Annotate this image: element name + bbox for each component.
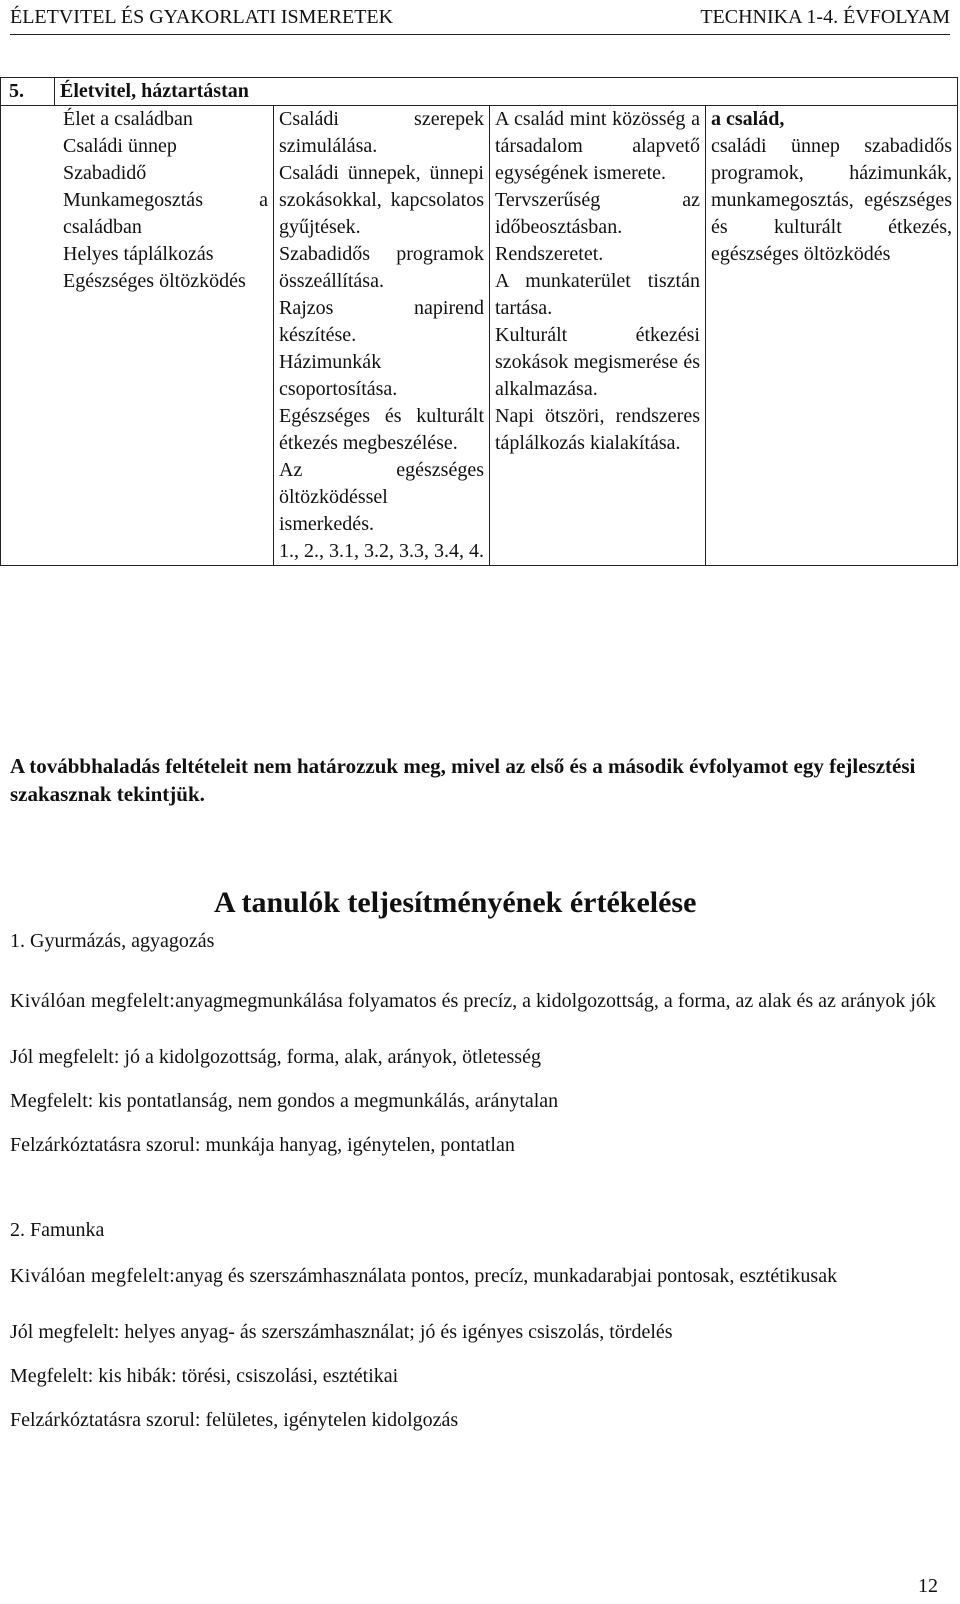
- activity-item: Családi ünnepek, ünnepi szokásokkal, kapcsolatos gyűjtések.: [279, 162, 484, 238]
- goals-cell: [490, 106, 706, 566]
- activity-item: Egészséges és kulturált étkezés megbeszélése.: [279, 405, 484, 454]
- criterion-excellent: [10, 1262, 942, 1290]
- curriculum-table: [0, 77, 958, 566]
- topics-cell: [1, 106, 274, 566]
- topic-item: Helyes táplálkozás: [63, 243, 214, 265]
- criterion-excellent: [10, 987, 942, 1015]
- activity-item: Szabadidős programok összeállítása.: [279, 243, 484, 292]
- topic-item: Szabadidő: [63, 162, 147, 184]
- activity-item: Rajzos napirend készítése.: [279, 297, 484, 346]
- section-title: Életvitel, háztartástan: [55, 78, 958, 106]
- topic-item: Élet a családban: [63, 108, 193, 130]
- goal-item: Tervszerűség az időbeosztásban.: [495, 189, 700, 238]
- assessment-topic: 1. Gyurmázás, agyagozás: [10, 930, 215, 952]
- goal-item: Napi ötszöri, rendszeres táplálkozás kialakítása.: [495, 405, 700, 454]
- concepts-cell: [706, 106, 958, 566]
- topic-item: Családi ünnep: [63, 135, 177, 157]
- criterion-text: anyagmegmunkálása folyamatos és precíz, a kidolgozottság, a forma, az alak és az arányok jók: [175, 990, 936, 1012]
- header-grade: TECHNIKA 1-4. ÉVFOLYAM: [700, 6, 950, 28]
- table-content-row: [1, 106, 958, 566]
- criterion-needs: Felzárkóztatásra szorul: munkája hanyag, igénytelen, pontatlan: [10, 1134, 515, 1156]
- goal-item: A család mint közösség a társadalom alapvető egységének ismerete.: [495, 108, 700, 184]
- activity-item: Családi szerepek szimulálása.: [279, 108, 484, 157]
- goal-item: Rendszeretet.: [495, 243, 604, 265]
- page-number: 12: [918, 1575, 938, 1597]
- table-title-row: [1, 78, 958, 106]
- activities-cell: [274, 106, 490, 566]
- criterion-ok: Megfelelt: kis pontatlanság, nem gondos a megmunkálás, aránytalan: [10, 1090, 559, 1112]
- criterion-needs: Felzárkóztatásra szorul: felületes, igénytelen kidolgozás: [10, 1409, 459, 1431]
- assessment-title: A tanulók teljesítményének értékelése: [214, 886, 697, 919]
- concept-list: családi ünnep szabadidős programok, házimunkák, munkamegosztás, egészséges és kulturált étkezés, egészséges öltözködés: [711, 135, 952, 265]
- section-number: 5.: [1, 78, 55, 106]
- activity-item: 1., 2., 3.1, 3.2, 3.3, 3.4, 4.: [279, 540, 484, 562]
- criterion-good: Jól megfelelt: jó a kidolgozottság, forma, alak, arányok, ötletesség: [10, 1046, 541, 1068]
- assessment-topic: 2. Famunka: [10, 1219, 105, 1241]
- criterion-label: Kiválóan megfelelt:: [10, 1265, 176, 1287]
- goal-item: A munkaterület tisztán tartása.: [495, 270, 700, 319]
- criterion-text: anyag és szerszámhasználata pontos, precíz, munkadarabjai pontosak, esztétikusak: [175, 1265, 838, 1287]
- running-header: [10, 4, 950, 35]
- criterion-label: Kiválóan megfelelt:: [10, 990, 176, 1012]
- activity-item: Az egészséges öltözködéssel ismerkedés.: [279, 459, 484, 535]
- activity-item: Házimunkák csoportosítása.: [279, 351, 398, 400]
- header-subject: ÉLETVITEL ÉS GYAKORLATI ISMERETEK: [10, 6, 394, 28]
- progression-note: A továbbhaladás feltételeit nem határozzuk meg, mivel az első és a második évfolyamot egy fejlesztési szakasznak tekintjük.: [10, 754, 916, 806]
- topic-item: Egészséges öltözködés: [63, 270, 246, 292]
- topic-item: Munkamegosztás a családban: [63, 189, 268, 238]
- concept-heading: a család,: [711, 108, 785, 130]
- goal-item: Kulturált étkezési szokások megismerése és alkalmazása.: [495, 324, 700, 400]
- criterion-good: Jól megfelelt: helyes anyag- ás szerszámhasználat; jó és igényes csiszolás, tördelés: [10, 1321, 673, 1343]
- criterion-ok: Megfelelt: kis hibák: törési, csiszolási, esztétikai: [10, 1365, 399, 1387]
